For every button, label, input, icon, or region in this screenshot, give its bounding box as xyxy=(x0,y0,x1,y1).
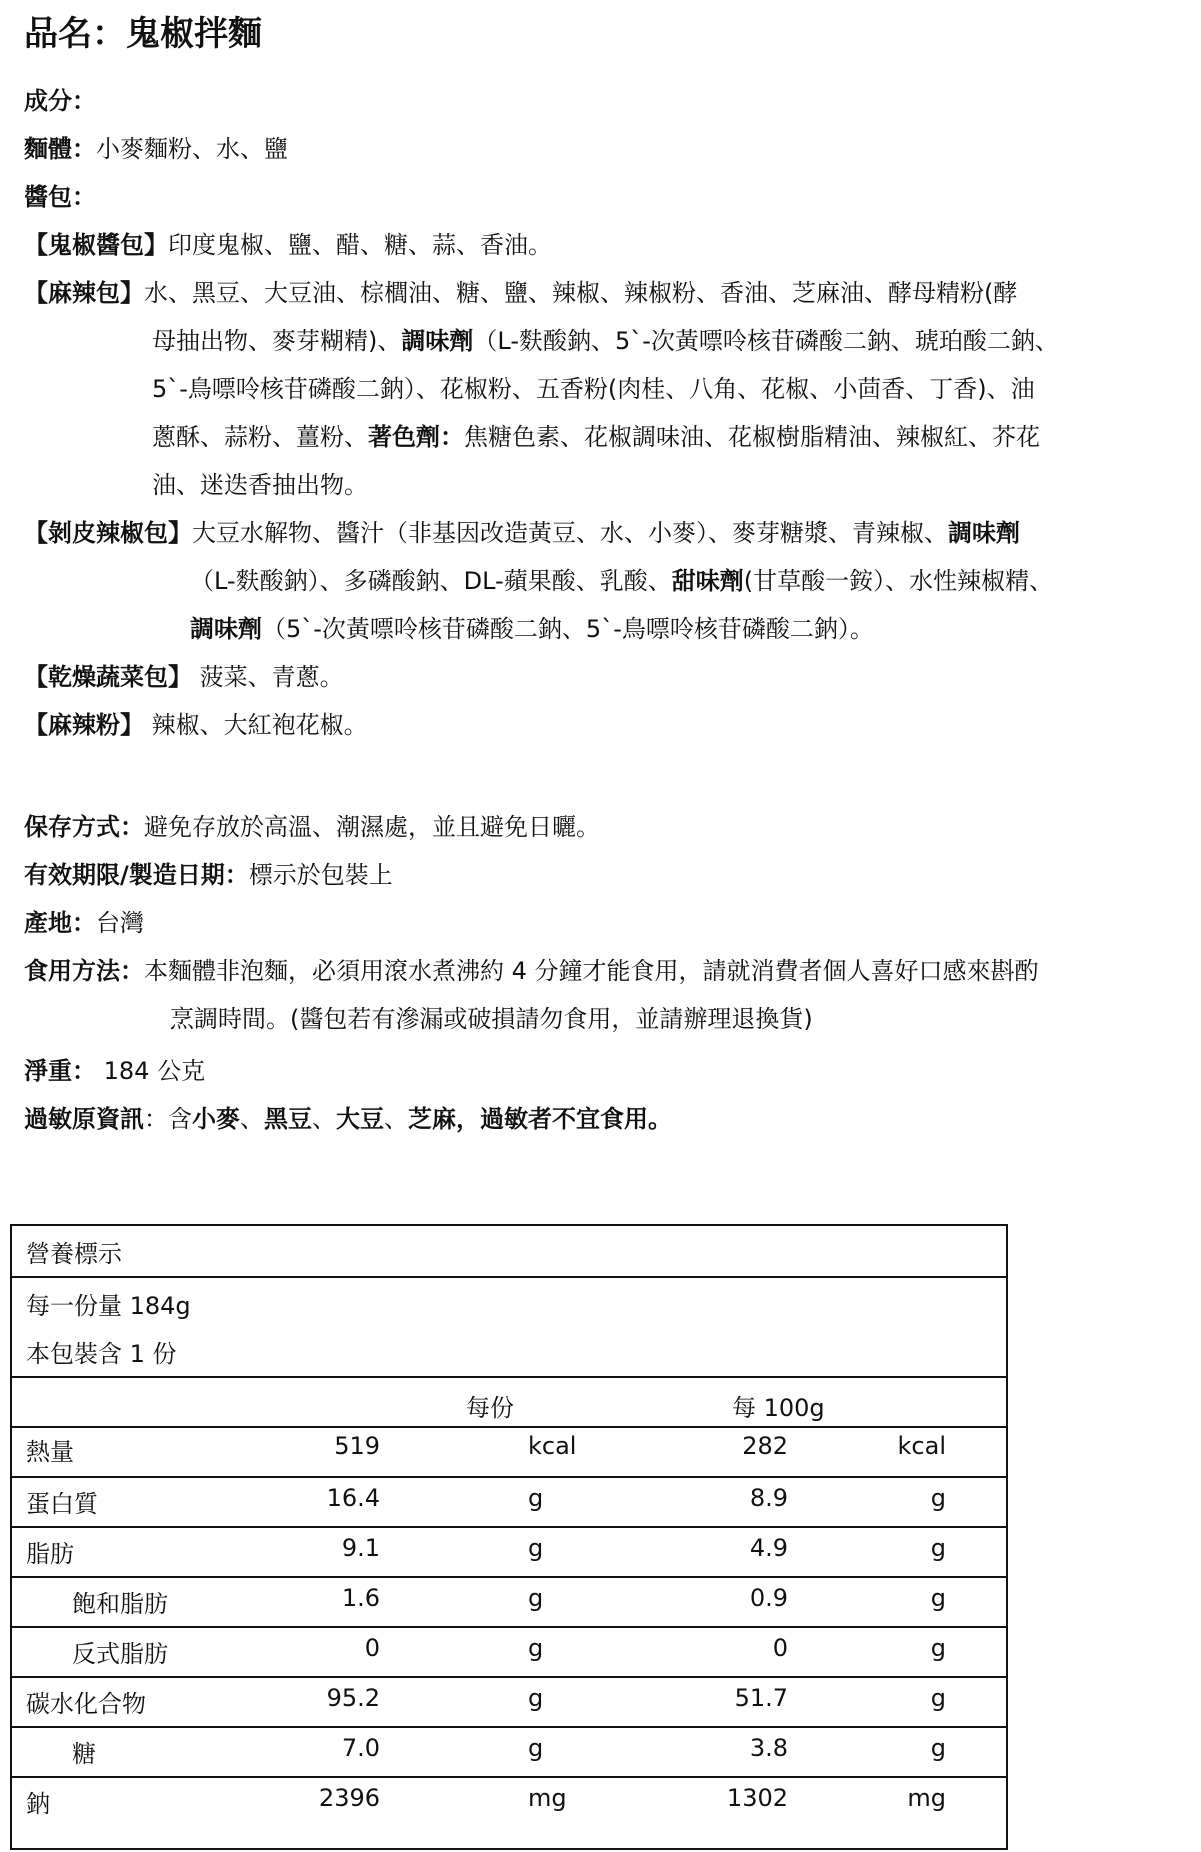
table-divider xyxy=(12,1426,1006,1428)
value-per-100g: 51.7 xyxy=(734,1684,788,1712)
allergen-i: ，過敏者不宜食用。 xyxy=(456,1105,672,1133)
nutrient-name: 脂肪 xyxy=(26,1540,74,1568)
allergen-a: ：含 xyxy=(144,1105,192,1133)
value-per-100g: 3.8 xyxy=(749,1734,788,1762)
allergen-label: 過敏原資訊 xyxy=(24,1105,144,1133)
value-per-serving: 16.4 xyxy=(326,1484,380,1512)
ghost-text: 印度鬼椒、鹽、醋、糖、蒜、香油。 xyxy=(168,231,552,259)
usage-line-2: 烹調時間。(醬包若有滲漏或破損請勿食用，並請辦理退換貨) xyxy=(170,1005,813,1033)
unit-per-serving: g xyxy=(528,1634,544,1662)
noodle-text: 小麥麵粉、水、鹽 xyxy=(96,135,288,163)
peel-line-1 xyxy=(24,518,1020,548)
origin-line xyxy=(24,908,144,938)
ghost-label: 【鬼椒醬包】 xyxy=(24,231,168,259)
mala-line-1 xyxy=(24,278,1017,308)
weight-text: 184 公克 xyxy=(103,1057,206,1085)
unit-per-100g: g xyxy=(930,1684,946,1712)
mala-line-5: 油、迷迭香抽出物。 xyxy=(152,471,368,499)
value-per-serving: 95.2 xyxy=(326,1684,380,1712)
table-divider xyxy=(12,1576,1006,1578)
allergen-g: 、 xyxy=(384,1105,408,1133)
allergen-line xyxy=(24,1104,672,1134)
peel-label: 【剝皮辣椒包】 xyxy=(24,519,192,547)
unit-per-100g: g xyxy=(930,1734,946,1762)
mala-text-4a: 蔥酥、蒜粉、薑粉、 xyxy=(152,423,368,451)
table-divider xyxy=(12,1726,1006,1728)
nutrition-title: 營養標示 xyxy=(26,1240,122,1268)
expiry-text: 標示於包裝上 xyxy=(248,861,393,889)
unit-per-100g: g xyxy=(930,1484,946,1512)
usage-label: 食用方法： xyxy=(24,957,144,985)
origin-text: 台灣 xyxy=(96,909,144,937)
nutrient-name: 飽和脂肪 xyxy=(72,1590,168,1618)
veg-line xyxy=(24,662,344,692)
noodle-label: 麵體： xyxy=(24,135,96,163)
peel-line-3 xyxy=(190,614,874,644)
unit-per-serving: mg xyxy=(528,1784,567,1812)
mala-text-4c: 焦糖色素、花椒調味油、花椒樹脂精油、辣椒紅、芥花 xyxy=(464,423,1040,451)
unit-per-100g: g xyxy=(930,1534,946,1562)
value-per-100g: 282 xyxy=(742,1432,788,1460)
peel-text-3a: 調味劑 xyxy=(190,615,262,643)
col-per-100g: 每 100g xyxy=(732,1394,825,1422)
expiry-label: 有效期限/製造日期： xyxy=(24,861,249,889)
allergen-d: 黑豆 xyxy=(264,1105,312,1133)
sauce-heading: 醬包： xyxy=(24,183,96,211)
peel-line-2 xyxy=(190,566,1053,596)
peel-text-2b: 甜味劑 xyxy=(671,567,744,595)
value-per-100g: 4.9 xyxy=(749,1534,788,1562)
storage-line xyxy=(24,812,600,842)
col-per-serving: 每份 xyxy=(466,1394,514,1422)
unit-per-serving: g xyxy=(528,1584,544,1612)
nutrient-name: 熱量 xyxy=(26,1438,74,1466)
allergen-h: 芝麻 xyxy=(408,1105,456,1133)
nutrient-name: 糖 xyxy=(72,1740,96,1768)
unit-per-serving: g xyxy=(528,1734,544,1762)
table-divider xyxy=(12,1776,1006,1778)
table-divider xyxy=(12,1276,1006,1278)
veg-text: 菠菜、青蔥。 xyxy=(199,663,344,691)
storage-label: 保存方式： xyxy=(24,813,144,841)
nutrient-name: 碳水化合物 xyxy=(26,1690,146,1718)
nutrient-name: 反式脂肪 xyxy=(72,1640,168,1668)
ingredients-heading: 成分： xyxy=(24,87,96,115)
nutrient-name: 鈉 xyxy=(26,1790,50,1818)
value-per-serving: 7.0 xyxy=(341,1734,380,1762)
table-divider xyxy=(12,1376,1006,1378)
peel-text-3b: （5`-次黃嘌呤核苷磷酸二鈉、5`-鳥嘌呤核苷磷酸二鈉）。 xyxy=(262,615,874,643)
value-per-100g: 0.9 xyxy=(749,1584,788,1612)
product-title: 品名：鬼椒拌麵 xyxy=(24,14,262,54)
powder-line xyxy=(24,710,368,740)
unit-per-100g: kcal xyxy=(897,1432,946,1460)
unit-per-100g: g xyxy=(930,1584,946,1612)
value-per-100g: 0 xyxy=(772,1634,788,1662)
unit-per-serving: g xyxy=(528,1534,544,1562)
unit-per-100g: g xyxy=(930,1634,946,1662)
peel-text-1a: 大豆水解物、醬汁（非基因改造黃豆、水、小麥）、麥芽糖漿、青辣椒、 xyxy=(192,519,948,547)
allergen-e: 、 xyxy=(312,1105,336,1133)
unit-per-serving: g xyxy=(528,1684,544,1712)
mala-text-1: 水、黑豆、大豆油、棕櫚油、糖、鹽、辣椒、辣椒粉、香油、芝麻油、酵母精粉(酵 xyxy=(144,279,1018,307)
mala-line-2 xyxy=(152,326,1059,356)
origin-label: 產地： xyxy=(24,909,96,937)
peel-text-2a: （L-麩酸鈉）、多磷酸鈉、DL-蘋果酸、乳酸、 xyxy=(190,567,672,595)
value-per-serving: 1.6 xyxy=(341,1584,380,1612)
peel-text-1b: 調味劑 xyxy=(948,519,1020,547)
weight-label: 淨重： xyxy=(24,1057,96,1085)
table-divider xyxy=(12,1676,1006,1678)
powder-label: 【麻辣粉】 xyxy=(24,711,144,739)
value-per-serving: 519 xyxy=(334,1432,380,1460)
storage-text: 避免存放於高溫、潮濕處，並且避免日曬。 xyxy=(144,813,600,841)
noodle-line xyxy=(24,134,288,164)
unit-per-100g: mg xyxy=(907,1784,946,1812)
mala-label: 【麻辣包】 xyxy=(24,279,144,307)
ghost-line xyxy=(24,230,552,260)
unit-per-serving: kcal xyxy=(528,1432,577,1460)
weight-line xyxy=(24,1056,205,1086)
servings-per-package: 本包裝含 1 份 xyxy=(26,1340,177,1368)
mala-text-4b: 著色劑： xyxy=(368,423,464,451)
table-divider xyxy=(12,1526,1006,1528)
allergen-f: 大豆 xyxy=(336,1105,384,1133)
nutrient-name: 蛋白質 xyxy=(26,1490,98,1518)
allergen-b: 小麥 xyxy=(192,1105,240,1133)
value-per-100g: 1302 xyxy=(726,1784,788,1812)
peel-text-2c: (甘草酸一銨）、水性辣椒精、 xyxy=(743,567,1054,595)
value-per-serving: 2396 xyxy=(318,1784,380,1812)
veg-label: 【乾燥蔬菜包】 xyxy=(24,663,192,691)
table-divider xyxy=(12,1476,1006,1478)
mala-line-3: 5`-鳥嘌呤核苷磷酸二鈉）、花椒粉、五香粉(肉桂、八角、花椒、小茴香、丁香)、油 xyxy=(152,375,1035,403)
table-divider xyxy=(12,1626,1006,1628)
value-per-serving: 0 xyxy=(364,1634,380,1662)
usage-text-1: 本麵體非泡麵，必須用滾水煮沸約 4 分鐘才能食用，請就消費者個人喜好口感來斟酌 xyxy=(144,957,1039,985)
serving-size: 每一份量 184g xyxy=(26,1292,191,1320)
value-per-100g: 8.9 xyxy=(749,1484,788,1512)
usage-line-1 xyxy=(24,956,1039,986)
mala-text-2b: 調味劑 xyxy=(401,327,474,355)
allergen-c: 、 xyxy=(240,1105,264,1133)
value-per-serving: 9.1 xyxy=(341,1534,380,1562)
expiry-line xyxy=(24,860,393,890)
mala-text-2a: 母抽出物、麥芽糊精)、 xyxy=(152,327,402,355)
mala-text-2c: （L-麩酸鈉、5`-次黃嘌呤核苷磷酸二鈉、琥珀酸二鈉、 xyxy=(473,327,1059,355)
powder-text: 辣椒、大紅袍花椒。 xyxy=(151,711,368,739)
mala-line-4 xyxy=(152,422,1040,452)
unit-per-serving: g xyxy=(528,1484,544,1512)
nutrition-table xyxy=(10,1224,1008,1850)
